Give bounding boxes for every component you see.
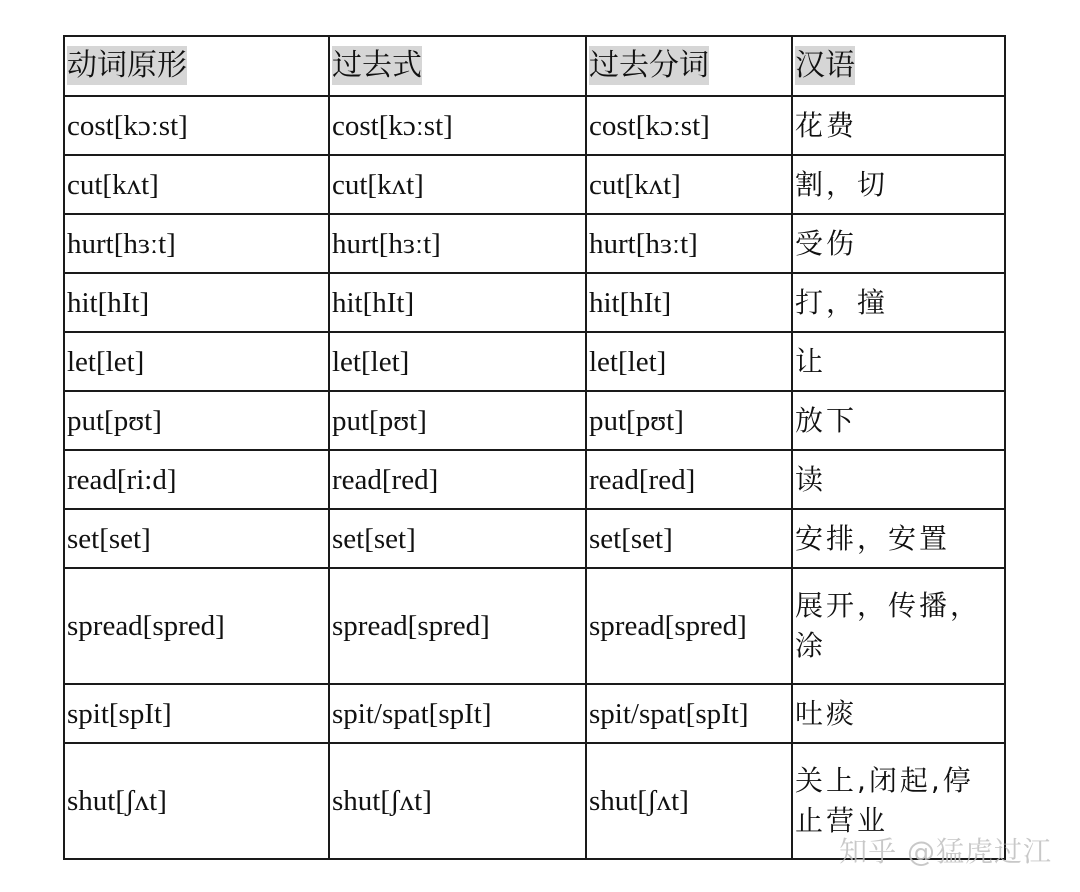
cell-base-form: cut[kʌt] (64, 155, 329, 214)
cell-base-form: spit[spIt] (64, 684, 329, 743)
cell-past-participle: cost[kɔːst] (586, 96, 792, 155)
cell-past-participle: hit[hIt] (586, 273, 792, 332)
cell-past-tense: spit/spat[spIt] (329, 684, 586, 743)
cell-base-form: set[set] (64, 509, 329, 568)
cell-past-participle: put[pʊt] (586, 391, 792, 450)
cell-chinese: 割，切 (792, 155, 1005, 214)
cell-chinese: 打，撞 (792, 273, 1005, 332)
cell-chinese: 放下 (792, 391, 1005, 450)
cell-chinese: 受伤 (792, 214, 1005, 273)
cell-base-form: read[ri:d] (64, 450, 329, 509)
cell-past-participle: shut[ʃʌt] (586, 743, 792, 859)
table-row (64, 684, 1005, 743)
cell-past-tense: put[pʊt] (329, 391, 586, 450)
table-header-row (64, 36, 1005, 96)
table-row (64, 450, 1005, 509)
cell-base-form: spread[spred] (64, 568, 329, 684)
cell-past-participle: spit/spat[spIt] (586, 684, 792, 743)
cell-chinese: 让 (792, 332, 1005, 391)
cell-past-tense: cut[kʌt] (329, 155, 586, 214)
cell-past-participle: read[red] (586, 450, 792, 509)
cell-past-tense: spread[spred] (329, 568, 586, 684)
table-row (64, 568, 1005, 684)
cell-base-form: hit[hIt] (64, 273, 329, 332)
cell-past-participle: cut[kʌt] (586, 155, 792, 214)
cell-past-participle: hurt[hɜːt] (586, 214, 792, 273)
cell-chinese: 展开，传播，涂 (792, 568, 1005, 684)
table-row (64, 214, 1005, 273)
cell-past-tense: let[let] (329, 332, 586, 391)
cell-past-tense: set[set] (329, 509, 586, 568)
cell-past-tense: cost[kɔːst] (329, 96, 586, 155)
table-row (64, 273, 1005, 332)
cell-base-form: hurt[hɜːt] (64, 214, 329, 273)
verb-table (63, 35, 1006, 860)
cell-chinese: 花费 (792, 96, 1005, 155)
cell-past-tense: hit[hIt] (329, 273, 586, 332)
header-chinese: 汉语 (792, 36, 1005, 96)
header-past-participle: 过去分词 (586, 36, 792, 96)
table-row (64, 509, 1005, 568)
table-row (64, 391, 1005, 450)
cell-past-tense: hurt[hɜːt] (329, 214, 586, 273)
table-row (64, 96, 1005, 155)
table-row (64, 332, 1005, 391)
cell-base-form: shut[ʃʌt] (64, 743, 329, 859)
cell-past-tense: read[red] (329, 450, 586, 509)
cell-past-participle: let[let] (586, 332, 792, 391)
cell-past-participle: spread[spred] (586, 568, 792, 684)
cell-past-participle: set[set] (586, 509, 792, 568)
header-past-tense: 过去式 (329, 36, 586, 96)
watermark: 知乎 @猛虎过江 (839, 835, 1052, 868)
cell-chinese: 吐痰 (792, 684, 1005, 743)
cell-base-form: cost[kɔːst] (64, 96, 329, 155)
table-row (64, 155, 1005, 214)
cell-chinese: 安排，安置 (792, 509, 1005, 568)
cell-chinese: 读 (792, 450, 1005, 509)
cell-chinese: 关上,闭起,停止营业 (792, 743, 1005, 859)
cell-base-form: put[pʊt] (64, 391, 329, 450)
header-base-form: 动词原形 (64, 36, 329, 96)
cell-past-tense: shut[ʃʌt] (329, 743, 586, 859)
cell-base-form: let[let] (64, 332, 329, 391)
